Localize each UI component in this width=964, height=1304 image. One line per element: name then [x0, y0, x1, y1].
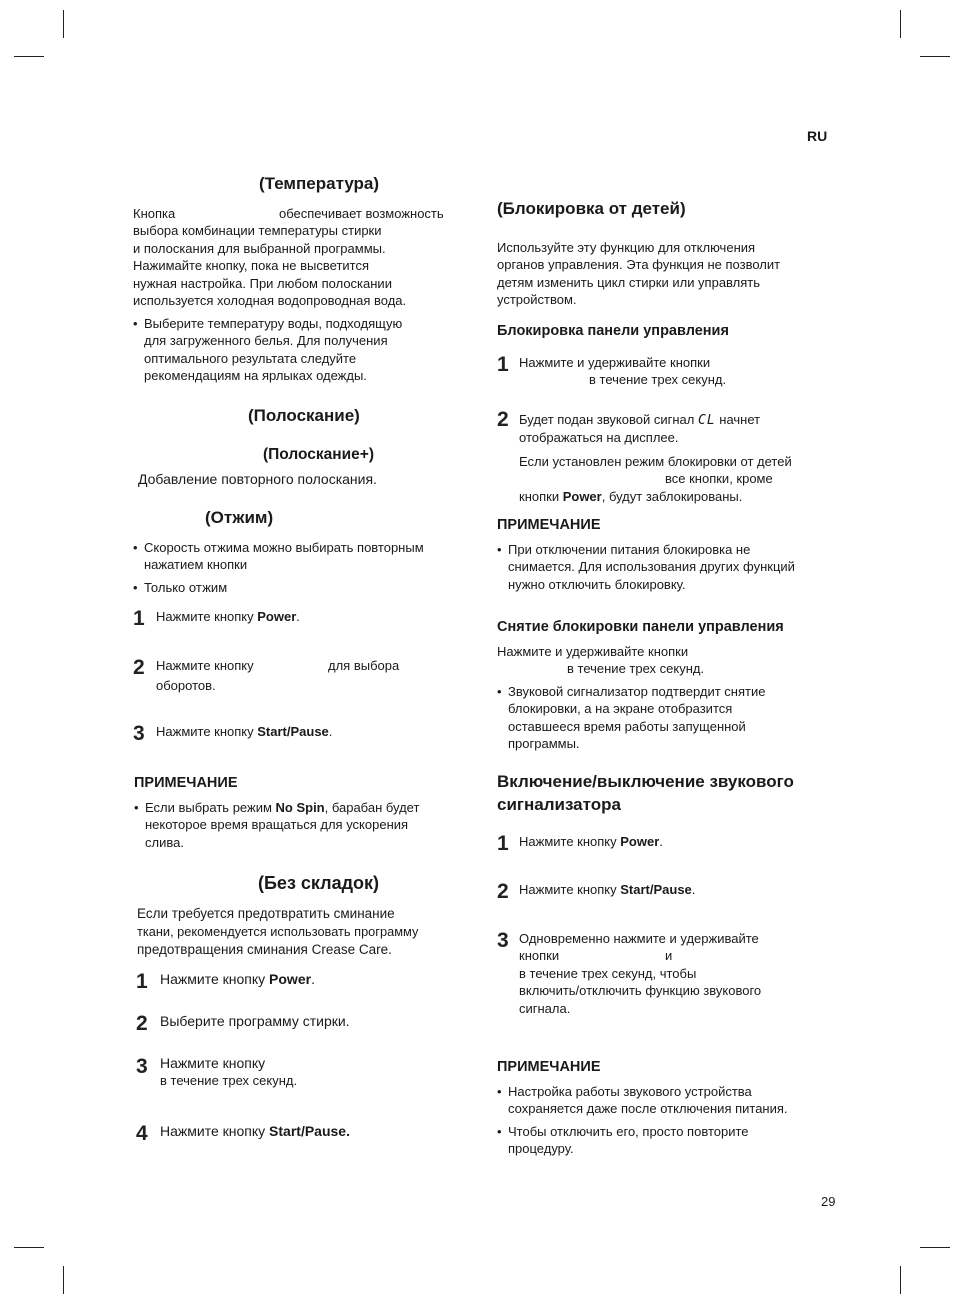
step-number: 1	[497, 832, 509, 855]
note-title: ПРИМЕЧАНИЕ	[134, 775, 238, 791]
step-text: Нажмите кнопку Start/Pause.	[160, 1123, 350, 1139]
text-line: выбора комбинации температуры стирки	[133, 223, 382, 239]
text-line: и полоскания для выбранной программы.	[133, 240, 386, 256]
text-line: включить/отключить функцию звукового	[519, 983, 762, 999]
crop-mark	[14, 1247, 44, 1248]
crop-mark	[63, 10, 64, 38]
step-text	[519, 354, 726, 389]
power-button-label: Power	[562, 488, 602, 504]
step-text: Выберите программу стирки.	[160, 1013, 350, 1029]
bullet-dot: •	[134, 800, 139, 815]
text-line: блокировки, а на экране отобразится	[508, 701, 733, 717]
text-line: нажатием кнопки	[144, 557, 248, 573]
text-line: для выбора	[328, 658, 400, 673]
rinse-heading: (Полоскание)	[248, 406, 360, 425]
step-text: Нажмите кнопку Start/Pause.	[156, 724, 333, 739]
text-line: органов управления. Эта функция не позволит	[497, 257, 781, 273]
step-text	[160, 1055, 297, 1090]
unlock-paragraph	[497, 643, 704, 678]
text-line: некоторое время вращаться для ускорения	[145, 817, 409, 833]
text-line: в течение трех секунд.	[160, 1073, 298, 1089]
text-line: программы.	[508, 736, 580, 752]
step-text: Нажмите кнопку Power.	[519, 834, 663, 849]
bullet-dot: •	[497, 542, 502, 557]
text-line: Выберите температуру воды, подходящую	[144, 316, 403, 331]
text-line: слива.	[145, 834, 184, 850]
text-line: Скорость отжима можно выбирать повторным	[144, 540, 424, 555]
step-number: 4	[136, 1122, 148, 1145]
text-line: для загруженного белья. Для получения	[144, 333, 388, 349]
step-number: 3	[497, 929, 509, 952]
text-line: ткани, рекомендуется использовать программу	[137, 924, 419, 939]
text-line: оставшееся время работы запущенной	[508, 718, 746, 734]
text-line: снимается. Для использования других функций	[508, 559, 795, 575]
text-line: устройством.	[497, 292, 577, 308]
text-line: Нажимайте кнопку, пока не высветится	[133, 258, 370, 274]
step-number: 3	[133, 722, 145, 745]
text-line: Одновременно нажмите и удерживайте	[519, 931, 759, 946]
rinse-text: Добавление повторного полоскания.	[138, 471, 377, 487]
bullet-dot: •	[133, 540, 138, 555]
text-line: Нажмите и удерживайте кнопки	[497, 644, 689, 659]
bullet-dot: •	[133, 580, 138, 595]
bullet-dot: •	[133, 316, 138, 331]
text-line: процедуру.	[508, 1141, 574, 1157]
text-line: сигнализатора	[497, 795, 621, 814]
step-number: 2	[136, 1012, 148, 1035]
text-line: Нажмите кнопку	[160, 1055, 266, 1071]
bullet-dot: •	[497, 1084, 502, 1099]
step-number: 3	[136, 1055, 148, 1078]
crop-mark	[63, 1266, 64, 1294]
text-line: Чтобы отключить его, просто повторите	[508, 1124, 749, 1139]
text-line: детям изменить цикл стирки или управлять	[497, 274, 761, 290]
note-title: ПРИМЕЧАНИЕ	[497, 1059, 601, 1075]
child-lock-paragraph	[497, 239, 780, 309]
crop-mark	[920, 56, 950, 57]
text-line: Кнопка	[133, 206, 176, 221]
temperature-heading: (Температура)	[259, 174, 380, 193]
crop-mark	[900, 10, 901, 38]
text-line: Включение/выключение звукового	[497, 772, 794, 791]
start-pause-button-label: Start/Pause	[257, 724, 329, 739]
text-line: Звуковой сигнализатор подтвердит снятие	[508, 684, 766, 699]
step-text	[519, 411, 792, 505]
text-line: оборотов.	[156, 678, 216, 693]
text-line: используется холодная водопроводная вода.	[133, 293, 407, 309]
text-line: Нажмите кнопку	[156, 658, 254, 673]
power-button-label: Power	[620, 834, 660, 849]
text-line: сохраняется даже после отключения питания.	[508, 1101, 788, 1117]
bullet-dot: •	[497, 1124, 502, 1139]
step-number: 2	[133, 656, 145, 679]
note-title: ПРИМЕЧАНИЕ	[497, 517, 601, 533]
power-button-label: Power	[257, 609, 297, 624]
text-line: рекомендациям на ярлыках одежды.	[144, 368, 367, 384]
crop-mark	[900, 1266, 901, 1294]
spin-heading: (Отжим)	[205, 508, 274, 527]
text-line: При отключении питания блокировка не	[508, 542, 751, 557]
step-number: 2	[497, 880, 509, 903]
beep-heading	[497, 770, 794, 816]
crop-mark	[14, 56, 44, 57]
text-line: Используйте эту функцию для отключения	[497, 240, 756, 255]
step-text	[519, 930, 761, 1017]
text-line: в течение трех секунд.	[589, 372, 727, 388]
cl-display-icon: CL	[698, 413, 716, 428]
page-number: 29	[821, 1194, 836, 1209]
text-line: Только отжим	[144, 580, 228, 595]
text-line: нужная настройка. При любом полоскании	[133, 275, 392, 291]
step-number: 1	[497, 353, 509, 376]
text-line: в течение трех секунд, чтобы	[519, 965, 697, 981]
crop-mark	[920, 1247, 950, 1248]
bullet-dot: •	[497, 684, 502, 699]
step-number: 2	[497, 408, 509, 431]
step-text	[156, 657, 400, 694]
text-line: сигнала.	[519, 1000, 571, 1016]
child-lock-heading: (Блокировка от детей)	[497, 199, 686, 218]
text-line: Если установлен режим блокировки от детей	[519, 453, 792, 469]
step-text: Нажмите кнопку Power.	[160, 971, 315, 987]
step-text: Нажмите кнопку Power.	[156, 609, 300, 624]
temperature-paragraph	[133, 205, 444, 309]
text-line: Если выбрать режим No Spin, барабан будет	[145, 800, 420, 815]
text-line: все кнопки, кроме	[665, 471, 773, 487]
text-line: кнопки	[519, 948, 560, 964]
text-line: нужно отключить блокировку.	[508, 576, 686, 592]
start-pause-button-label: Start/Pause.	[269, 1123, 350, 1139]
unlock-panel-title: Снятие блокировки панели управления	[497, 619, 784, 635]
step-number: 1	[136, 970, 148, 993]
text-line: Будет подан звуковой сигнал CL начнет	[519, 412, 761, 428]
text-line: в течение трех секунд.	[567, 661, 705, 677]
text-line: Настройка работы звукового устройства	[508, 1084, 752, 1099]
lock-panel-title: Блокировка панели управления	[497, 323, 729, 339]
text-line: оптимального результата следуйте	[144, 350, 357, 366]
power-button-label: Power	[269, 971, 312, 987]
crease-heading: (Без складок)	[258, 873, 379, 893]
text-line: предотвращения сминания Crease Care.	[137, 942, 392, 957]
crease-paragraph	[137, 905, 418, 959]
text-line: кнопки Power, будут заблокированы.	[519, 488, 743, 504]
language-label: RU	[807, 128, 828, 144]
rinse-plus-subheading: (Полоскание+)	[263, 446, 375, 463]
text-line: Нажмите и удерживайте кнопки	[519, 355, 711, 370]
text-line: Если требуется предотвратить сминание	[137, 906, 395, 921]
start-pause-button-label: Start/Pause	[620, 882, 692, 897]
text-line: и	[665, 948, 673, 964]
text-line: обеспечивает возможность	[279, 206, 444, 221]
text-line: отображаться на дисплее.	[519, 430, 679, 446]
step-text: Нажмите кнопку Start/Pause.	[519, 882, 696, 897]
step-number: 1	[133, 607, 145, 630]
